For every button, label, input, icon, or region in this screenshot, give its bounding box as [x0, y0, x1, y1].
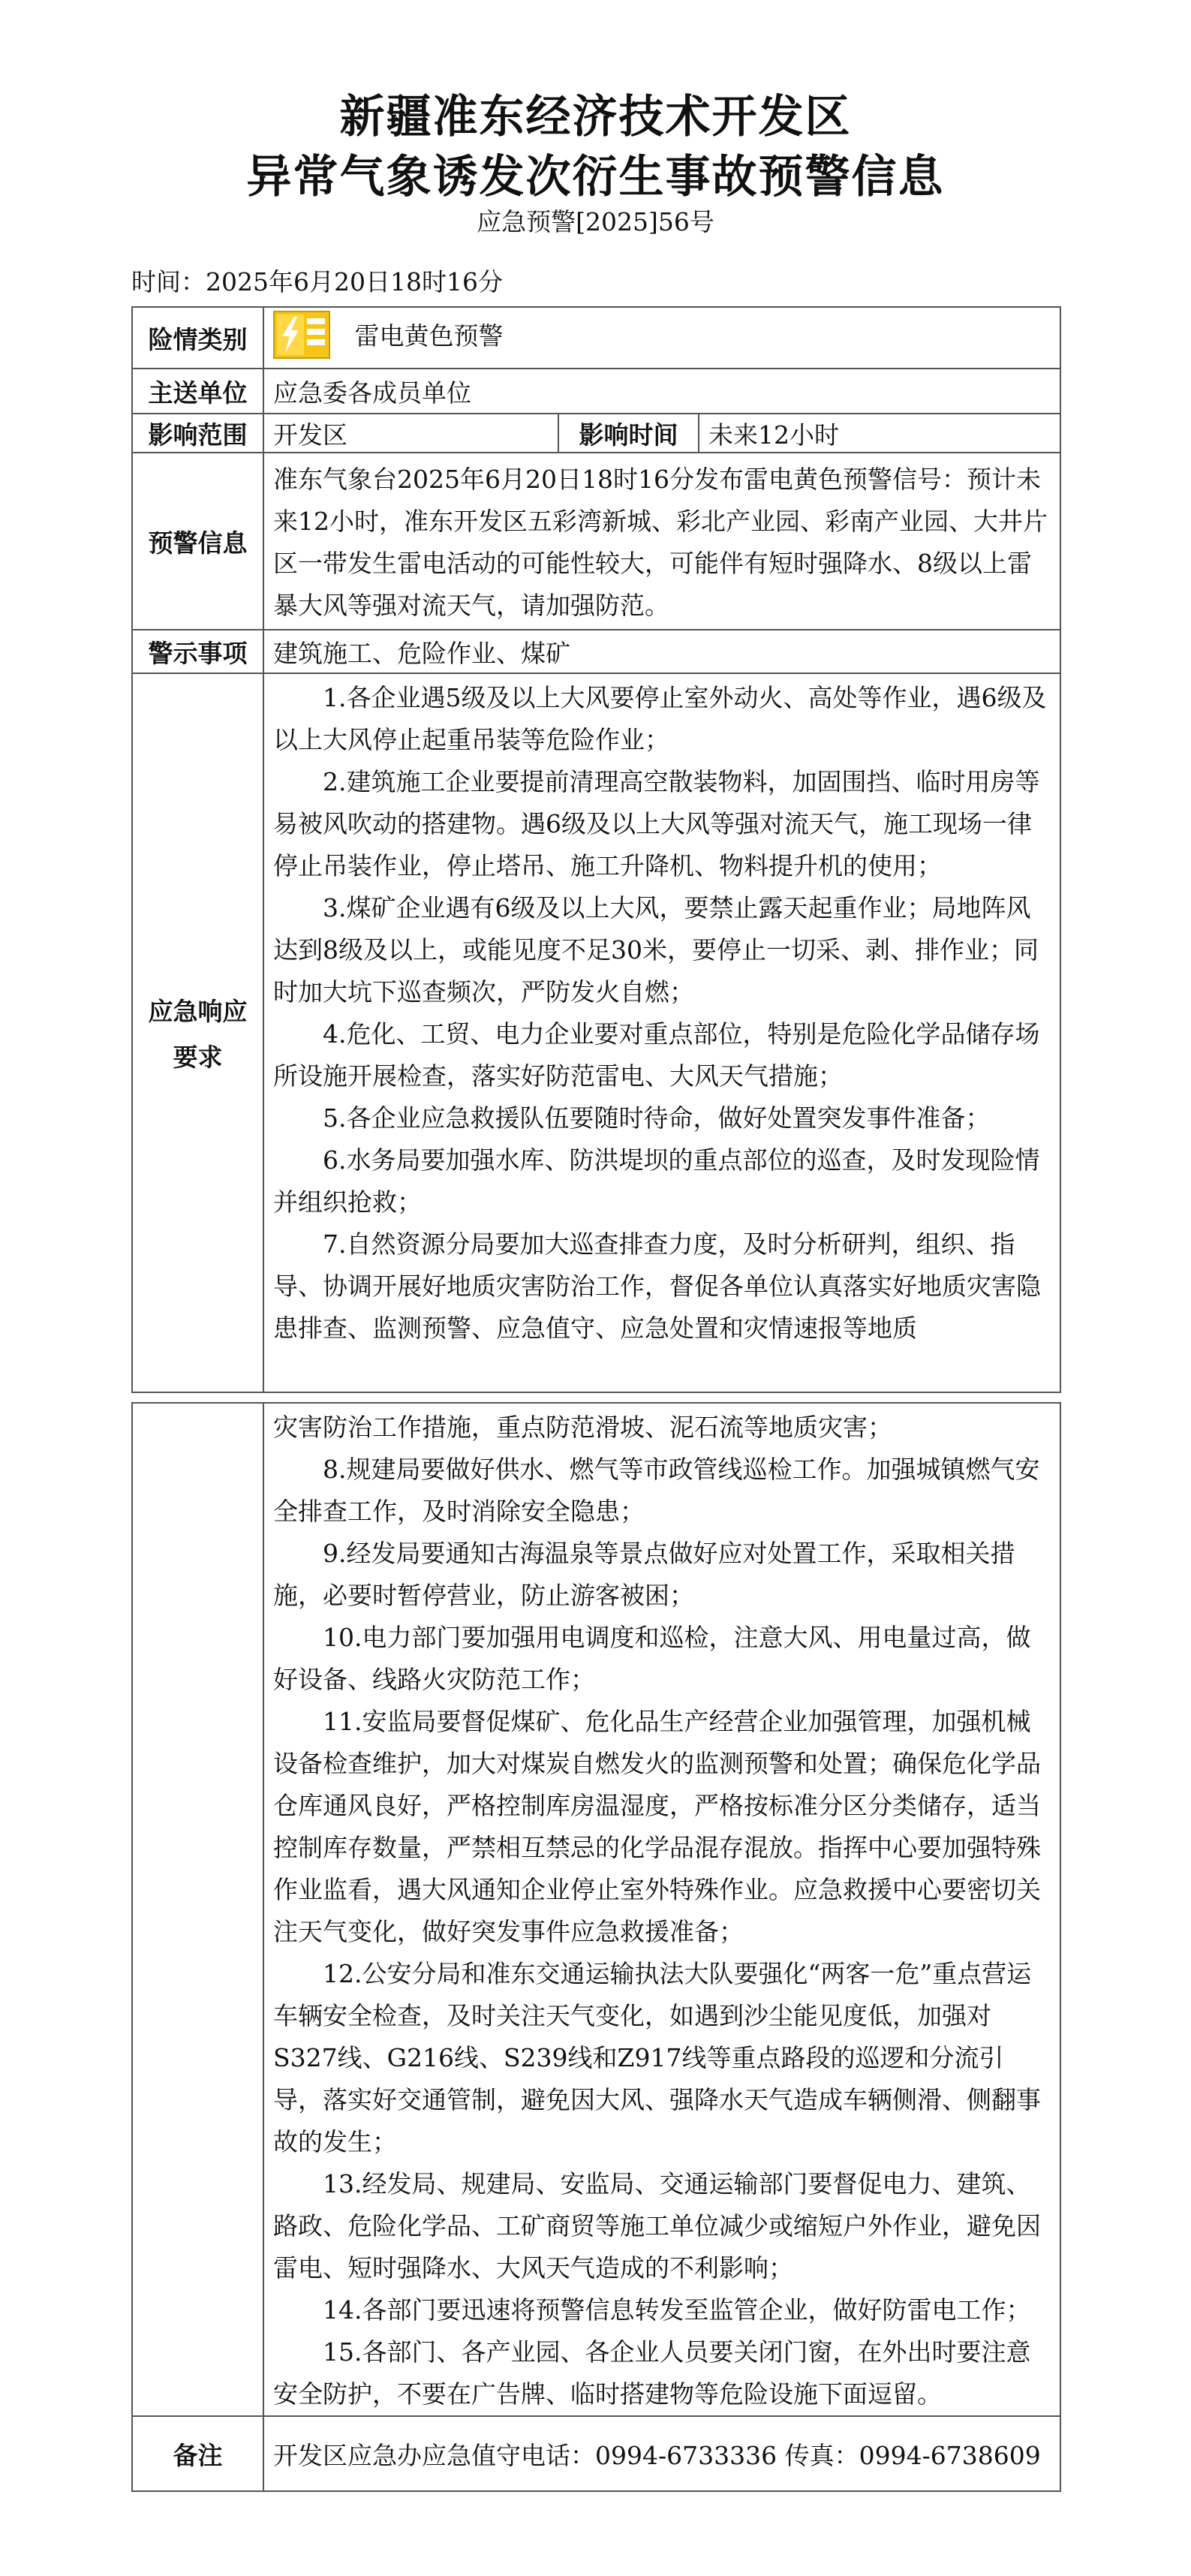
hazard-type-value: 雷电黄色预警	[354, 321, 504, 351]
response-label-line1: 应急响应	[148, 997, 248, 1026]
scope-label: 影响范围	[132, 414, 263, 453]
info-label: 预警信息	[132, 453, 263, 630]
hazard-type-cell	[263, 307, 1060, 369]
cautions-value: 建筑施工、危险作业、煤矿	[263, 630, 1060, 673]
document-title-line2: 异常气象诱发次衍生事故预警信息	[246, 151, 945, 203]
response-item: 9.经发局要通知古海温泉等景点做好应对处置工作，采取相关措施，必要时暂停营业，防止游客被困；	[273, 1539, 1015, 1610]
response-item: 5.各企业应急救援队伍要随时待命，做好处置突发事件准备；	[323, 1103, 991, 1133]
response-item: 4.危化、工贸、电力企业要对重点部位，特别是危险化学品储存场所设施开展检查，落实好防范雷电、大风天气措施；	[273, 1019, 1040, 1091]
response-items-page2	[263, 1403, 1060, 2416]
recipients-value: 应急委各成员单位	[263, 369, 1060, 414]
duration-label: 影响时间	[558, 414, 699, 453]
response-item: 6.水务局要加强水库、防洪堤坝的重点部位的巡查，及时发现险情并组织抢救；	[273, 1145, 1040, 1217]
remarks-row	[132, 2416, 1060, 2491]
document-title-line1: 新疆准东经济技术开发区	[339, 91, 852, 143]
response-item: 1.各企业遇5级及以上大风要停止室外动火、高处等作业，遇6级及以上大风停止起重吊装等危险作业；	[273, 683, 1047, 754]
response-row-page2	[132, 1403, 1060, 2416]
lightning-yellow-warning-icon	[273, 311, 330, 365]
response-item: 15.各部门、各产业园、各企业人员要关闭门窗，在外出时要注意安全防护，不要在广告牌、临时搭建物等危险设施下面逗留。	[273, 2337, 1031, 2409]
response-label	[132, 673, 263, 1392]
hazard-type-row	[132, 307, 1060, 369]
info-value: 准东气象台2025年6月20日18时16分发布雷电黄色预警信号：预计未来12小时，准东开发区五彩湾新城、彩北产业园、彩南产业园、大井片区一带发生雷电活动的可能性较大，可能伴有短时强降水、8级以上雷暴大风等强对流天气，请加强防范。	[263, 453, 1060, 630]
response-item: 11.安监局要督促煤矿、危化品生产经营企业加强管理，加强机械设备检查维护，加大对煤炭自燃发火的监测预警和处置；确保危化学品仓库通风良好，严格控制库房温湿度，严格按标准分区分类储存，适当控制库存数量，严禁相互禁忌的化学品混存混放。指挥中心要加强特殊作业监看，遇大风通知企业停止室外特殊作业。应急救援中心要密切关注天气变化，做好突发事件应急救援准备；	[273, 1707, 1041, 1946]
duration-value: 未来12小时	[699, 414, 1060, 453]
response-item: 7.自然资源分局要加大巡查排查力度，及时分析研判，组织、指导、协调开展好地质灾害防治工作，督促各单位认真落实好地质灾害隐患排查、监测预警、应急值守、应急处置和灾情速报等地质	[273, 1229, 1041, 1343]
response-item: 10.电力部门要加强用电调度和巡检，注意大风、用电量过高，做好设备、线路火灾防范工作；	[273, 1623, 1031, 1694]
issue-time: 时间：2025年6月20日18时16分	[131, 267, 503, 296]
scope-value: 开发区	[263, 414, 558, 453]
hazard-type-label: 险情类别	[132, 307, 263, 369]
response-item: 13.经发局、规建局、安监局、交通运输部门要督促电力、建筑、路政、危险化学品、工矿商贸等施工单位减少或缩短户外作业，避免因雷电、短时强降水、大风天气造成的不利影响；	[273, 2169, 1041, 2283]
response-item: 12.公安分局和准东交通运输执法大队要强化“两客一危”重点营运车辆安全检查，及时关注天气变化，如遇到沙尘能见度低，加强对S327线、G216线、S239线和Z917线等重点路段的巡逻和分流引导，落实好交通管制，避免因大风、强降水天气造成车辆侧滑、侧翻事故的发生；	[273, 1959, 1041, 2156]
recipients-label: 主送单位	[132, 369, 263, 414]
remarks-value: 开发区应急办应急值守电话：0994-6733336 传真：0994-6738609	[263, 2416, 1060, 2491]
scope-row	[132, 414, 1060, 453]
response-row-page1	[132, 673, 1060, 1392]
warning-table-page2	[131, 1402, 1061, 2492]
response-label-line2: 要求	[173, 1043, 223, 1072]
remarks-label: 备注	[132, 2416, 263, 2491]
response-item: 2.建筑施工企业要提前清理高空散装物料，加固围挡、临时用房等易被风吹动的搭建物。遇6级及以上大风等强对流天气，施工现场一律停止吊装作业，停止塔吊、施工升降机、物料提升机的使用；	[273, 767, 1040, 880]
response-label-empty	[132, 1403, 263, 2416]
document-number: 应急预警[2025]56号	[477, 207, 714, 236]
warning-table-page1	[131, 306, 1061, 1393]
info-row	[132, 453, 1060, 630]
response-item: 3.煤矿企业遇有6级及以上大风，要禁止露天起重作业；局地阵风达到8级及以上，或能见度不足30米，要停止一切采、剥、排作业；同时加大坑下巡查频次，严防发火自燃；	[273, 893, 1039, 1007]
response-item: 8.规建局要做好供水、燃气等市政管线巡检工作。加强城镇燃气安全排查工作，及时消除安全隐患；	[273, 1455, 1040, 1526]
response-items-page1	[263, 673, 1060, 1392]
response-item-continued: 灾害防治工作措施，重点防范滑坡、泥石流等地质灾害；	[273, 1413, 892, 1442]
recipients-row	[132, 369, 1060, 414]
cautions-label: 警示事项	[132, 630, 263, 673]
cautions-row	[132, 630, 1060, 673]
response-item: 14.各部门要迅速将预警信息转发至监管企业，做好防雷电工作；	[323, 2295, 1031, 2325]
